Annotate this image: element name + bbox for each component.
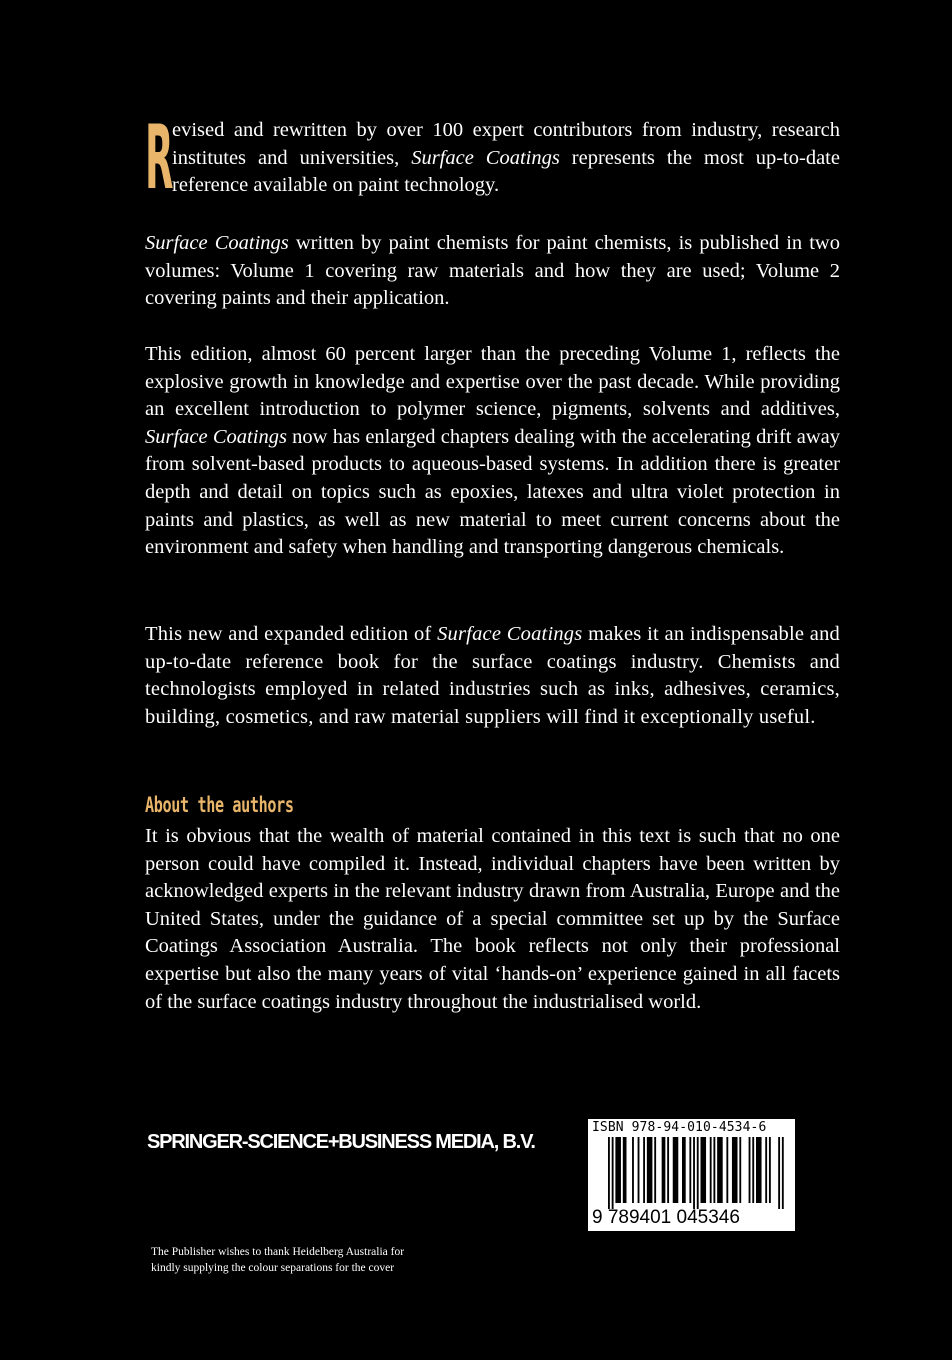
barcode-bar-21 [732, 1137, 738, 1203]
edition-text-start: This edition, almost 60 percent larger than the preceding Volume 1, reflects the explosive growth in knowledge and expertise over the past decade. While providing an excellent introduction to polymer science, pigments, solvents and additives, [145, 343, 840, 421]
barcode-bar-18 [713, 1137, 715, 1203]
ean-digits: 9 789401 045346 [592, 1207, 740, 1228]
barcode-bar-22 [739, 1137, 741, 1203]
barcode-bar-10 [667, 1137, 669, 1203]
publisher-thanks-note [151, 1245, 451, 1276]
thanks-line-2: kindly supplying the colour separations for the cover [151, 1261, 395, 1274]
expanded-edition-paragraph [145, 621, 840, 731]
barcode-bar-8 [654, 1137, 656, 1203]
barcode-bar-7 [647, 1137, 653, 1203]
barcode-bar-3 [623, 1137, 627, 1203]
intro-book-title: Surface Coatings [411, 146, 560, 169]
barcode-bar-24 [752, 1137, 754, 1203]
barcode-bar-20 [726, 1137, 728, 1203]
isbn-label: ISBN 978-94-010-4534-6 [592, 1120, 767, 1135]
barcode-bar-27 [769, 1137, 771, 1203]
publisher-name: SPRINGER-SCIENCE+BUSINESS MEDIA, B.V. [147, 1131, 535, 1153]
barcode-bar-1 [612, 1137, 614, 1209]
volumes-book-title: Surface Coatings [145, 232, 289, 254]
barcode-bar-6 [643, 1137, 645, 1203]
dropcap-letter: R [145, 106, 174, 209]
barcode-bar-5 [638, 1137, 640, 1203]
barcode-bar-4 [632, 1137, 634, 1203]
edition-book-title: Surface Coatings [145, 425, 287, 448]
expanded-book-title: Surface Coatings [437, 623, 583, 645]
volumes-paragraph [145, 230, 840, 313]
barcode-bar-15 [697, 1137, 699, 1209]
barcode-bar-2 [615, 1137, 621, 1203]
edition-paragraph [145, 341, 840, 562]
barcode-bar-25 [756, 1137, 762, 1203]
isbn-barcode [588, 1119, 795, 1231]
barcode-bar-0 [608, 1137, 610, 1209]
edition-text-end: now has enlarged chapters dealing with the accelerating drift away from solvent-based products to aqueous-based systems. In addition there is greater depth and detail on topics such as epoxies, latexes and ultra violet protection in paints and plastics, as well as new material to meet current concerns about the environment and safety when handling and transporting dangerous chemicals. [145, 425, 840, 559]
barcode-bar-16 [701, 1137, 707, 1203]
barcode-bar-23 [749, 1137, 751, 1203]
barcode-bar-12 [682, 1137, 686, 1203]
about-authors-paragraph: It is obvious that the wealth of material contained in this text is such that no one person could have compiled it. Instead, individual chapters have been written by acknowledged experts in the relevant industry drawn from Australia, Europe and the United States, under the guidance of a special committee set up by the Surface Coatings Association Australia. The book reflects not only their professional expertise but also the many years of vital ‘hands-on’ experience gained in all facets of the surface coatings industry throughout the industrialised world. [145, 825, 840, 1013]
expanded-text-start: This new and expanded edition of [145, 623, 438, 645]
intro-text-start: evised and rewritten by over 100 expert contributors from industry, research institutes and universities, [172, 119, 840, 169]
barcode-bar-17 [710, 1137, 712, 1203]
volumes-text: written by paint chemists for paint chemists, is published in two volumes: Volume 1 covering raw materials and how they are used; Volume 2 covering paints and their application. [145, 232, 840, 310]
barcode-bar-14 [693, 1137, 695, 1209]
thanks-line-1: The Publisher wishes to thank Heidelberg Australia for [151, 1246, 405, 1258]
barcode-bar-9 [662, 1137, 666, 1203]
about-authors-heading: About the authors [145, 793, 294, 817]
intro-paragraph [145, 106, 840, 209]
barcode-bar-19 [717, 1137, 723, 1203]
barcode-bar-29 [782, 1137, 784, 1209]
barcode-bars [588, 1137, 795, 1209]
expanded-text-end: makes it an indispensable and up-to-date reference book for the surface coatings industry. Chemists and technologists employed in related industries such as inks, adhesives, ceramics, building, cosmetics, and raw material suppliers will find it exceptionally useful. [145, 623, 840, 728]
barcode-bar-26 [765, 1137, 767, 1203]
barcode-bar-28 [778, 1137, 780, 1209]
barcode-bar-13 [689, 1137, 691, 1203]
barcode-bar-11 [673, 1137, 679, 1203]
intro-text-end: represents the most up-to-date reference available on paint technology. [172, 146, 840, 197]
